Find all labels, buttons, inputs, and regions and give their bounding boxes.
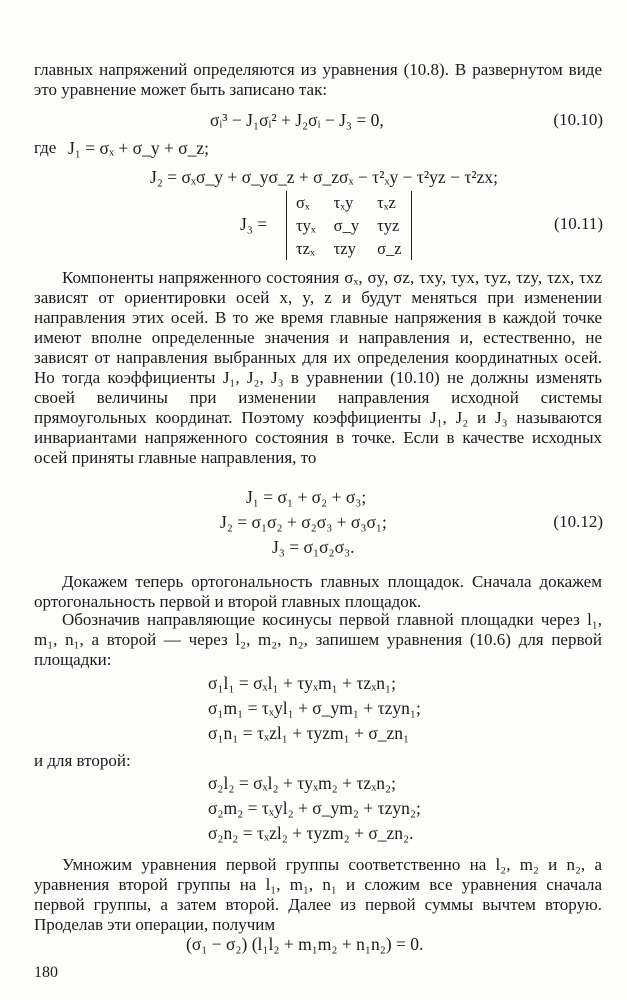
paragraph-orthogonality: Докажем теперь ортогональность главных площадок. Сначала докажем ортогональность первой и второй главных площадок. xyxy=(34,572,602,611)
det-cell: σₓ xyxy=(296,192,310,212)
paragraph-direction-cosines: Обозначив направляющие косинусы первой главной площадки через l₁, m₁, n₁, а второй — через l₂, m₂, n₂, запишем уравнения (10.6) для первой площадки: xyxy=(34,610,602,669)
det-cell: τₓy xyxy=(333,192,354,212)
and-second-label: и для второй: xyxy=(34,751,131,770)
equation-group2-line: σ₂l₂ = σₓl₂ + τyₓm₂ + τzₓn₂; xyxy=(208,773,396,793)
where-label: где xyxy=(34,138,57,157)
equation-group2-line: σ₂n₂ = τₓzl₂ + τyzm₂ + σ_zn₂. xyxy=(208,823,414,843)
det-cell: τzₓ xyxy=(296,238,315,258)
equation-number-10-10: (10.10) xyxy=(553,110,603,129)
equation-i3: J₃ = σ₁σ₂σ₃. xyxy=(272,537,355,557)
page-number: 180 xyxy=(34,964,58,981)
equation-j1: J₁ = σₓ + σ_y + σ_z; xyxy=(68,138,210,158)
equation-group1-line: σ₁l₁ = σₓl₁ + τyₓm₁ + τzₓn₁; xyxy=(208,673,396,693)
equation-j3-lhs: J₃ = xyxy=(240,214,268,234)
equation-number-10-11: (10.11) xyxy=(554,214,603,233)
det-cell: τyₓ xyxy=(296,215,316,235)
equation-group2-line: σ₂m₂ = τₓyl₂ + σ_ym₂ + τzyn₂; xyxy=(208,798,421,818)
equation-group1-line: σ₁m₁ = τₓyl₁ + σ_ym₁ + τzyn₁; xyxy=(208,698,421,718)
equation-group1-line: σ₁n₁ = τₓzl₁ + τyzm₁ + σ_zn₁ xyxy=(208,723,410,743)
det-cell: τₓz xyxy=(377,192,396,212)
stress-determinant xyxy=(286,191,412,260)
paragraph-invariants: Компоненты напряженного состояния σₓ, σy, σz, τxy, τyx, τyz, τzy, τzx, τxz зависят от ориентировки осей x, y, z и будут меняться при изменении направления этих осей. В то же время главные напряжения в каждой точке имеют вполне определенные значения и направления и, естественно, не зависят от направления выбранных для их определения координатных осей. Но тогда коэффициенты J₁, J₂, J₃ в уравнении (10.10) не должны изменять своей величины при изменении направления исходной системы прямоугольных координат. Поэтому коэффициенты J₁, J₂ и J₃ называются инвариантами напряженного состояния в точке. Если в качестве исходных осей приняты главные направления, то xyxy=(34,268,602,467)
det-cell: σ_y xyxy=(333,215,360,235)
equation-number-10-12: (10.12) xyxy=(553,512,603,531)
det-cell: τyz xyxy=(377,215,400,235)
det-cell: σ_z xyxy=(377,238,402,258)
equation-10-10: σᵢ³ − J₁σᵢ² + J₂σᵢ − J₃ = 0, xyxy=(210,110,384,130)
equation-final: (σ₁ − σ₂) (l₁l₂ + m₁m₂ + n₁n₂) = 0. xyxy=(186,934,424,954)
equation-i1: J₁ = σ₁ + σ₂ + σ₃; xyxy=(246,487,367,507)
paragraph-intro: главных напряжений определяются из уравнения (10.8). В развернутом виде это уравнение может быть записано так: xyxy=(34,60,602,99)
det-cell: τzy xyxy=(333,238,356,258)
equation-j2: J₂ = σₓσ_y + σ_yσ_z + σ_zσₓ − τ²ₓy − τ²yz − τ²zx; xyxy=(150,167,498,187)
paragraph-multiply: Умножим уравнения первой группы соответственно на l₂, m₂ и n₂, а уравнения второй группы на l₁, m₁, n₁ и сложим все уравнения сначала первой группы, а затем второй. Далее из первой суммы вычтем вторую. Проделав эти операции, получим xyxy=(34,855,602,934)
equation-i2: J₂ = σ₁σ₂ + σ₂σ₃ + σ₃σ₁; xyxy=(220,512,387,532)
